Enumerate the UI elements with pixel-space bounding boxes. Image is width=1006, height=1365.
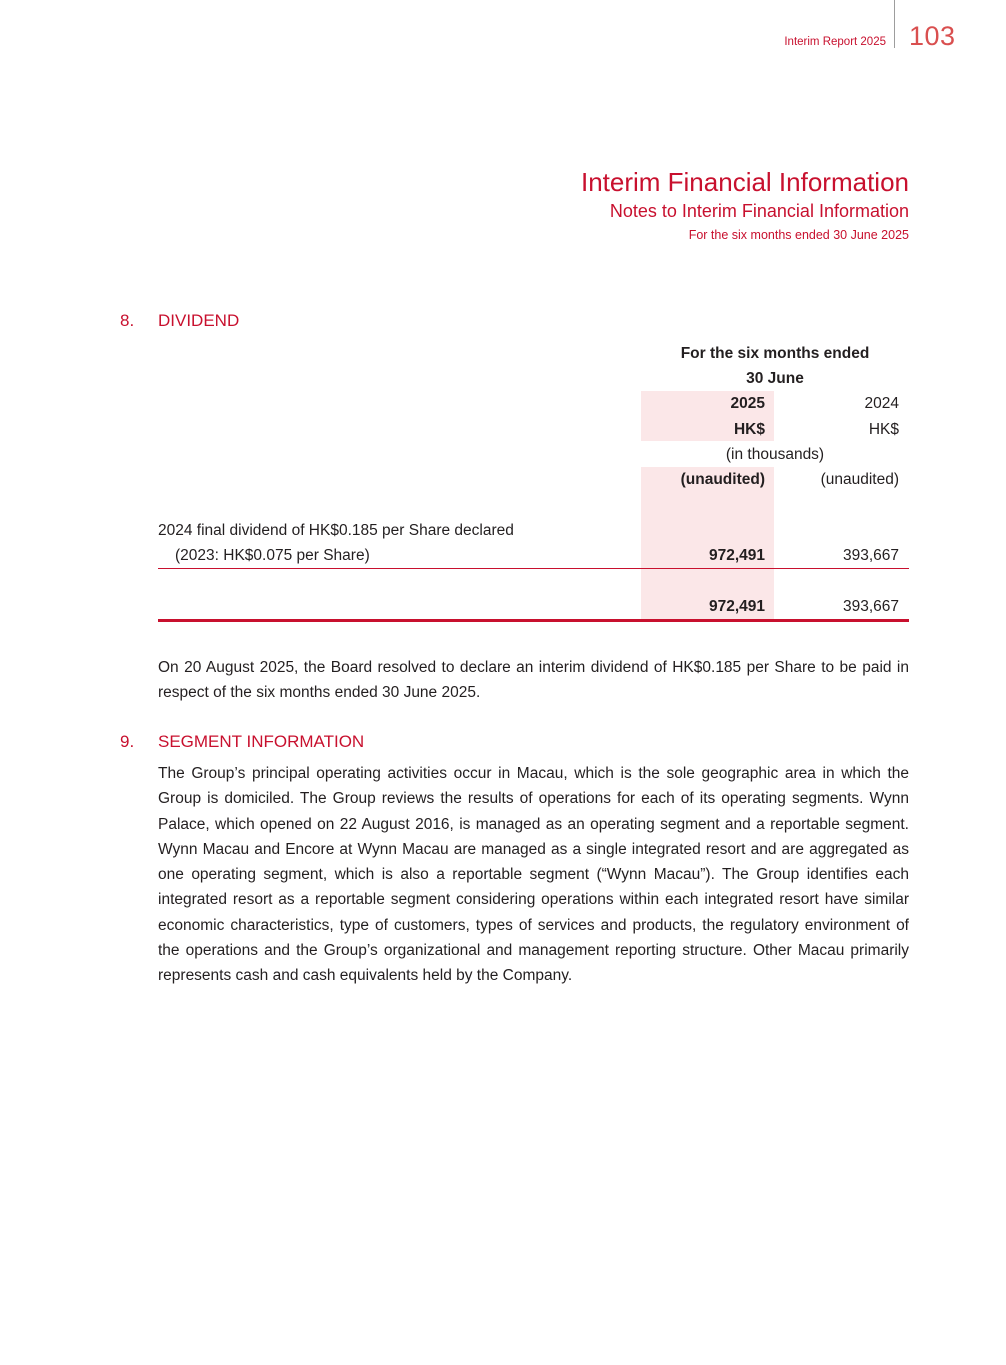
- row-value-2024: 393,667: [842, 547, 899, 564]
- section-8-title: DIVIDEND: [158, 311, 240, 330]
- section-8-number: 8.: [120, 311, 135, 330]
- report-label: Interim Report 2025: [784, 36, 886, 48]
- unit-label: (in thousands): [725, 446, 825, 463]
- col-2024-status: (unaudited): [820, 471, 899, 488]
- period-caption: For the six months ended 30 June 2025: [688, 228, 909, 242]
- page-subtitle: Notes to Interim Financial Information: [609, 201, 909, 221]
- section-9-title: SEGMENT INFORMATION: [158, 732, 365, 751]
- dividend-note: On 20 August 2025, the Board resolved to declare an interim dividend of HK$0.185 per Share to be paid in respect of the six months ended 30 June 2025.: [158, 659, 909, 702]
- col-2024-currency: HK$: [868, 421, 899, 438]
- title-block: [581, 166, 909, 246]
- period-header-line2: 30 June: [746, 370, 804, 387]
- row-label-line2: (2023: HK$0.075 per Share): [175, 547, 370, 564]
- total-value-2025: 972,491: [708, 598, 765, 615]
- col-2025-year: 2025: [730, 395, 765, 412]
- header-divider: [894, 0, 895, 48]
- total-value-2024: 393,667: [842, 598, 899, 615]
- row-label-line1: 2024 final dividend of HK$0.185 per Share declared: [158, 522, 514, 539]
- period-header-line1: For the six months ended: [680, 345, 870, 362]
- section-9-number: 9.: [120, 732, 135, 751]
- total-rule: [158, 619, 909, 622]
- col-2025-status: (unaudited): [680, 471, 765, 488]
- page-number: 103: [909, 21, 956, 51]
- col-2025-currency: HK$: [733, 421, 765, 438]
- row-value-2025: 972,491: [708, 547, 765, 564]
- page-title: Interim Financial Information: [580, 167, 909, 197]
- col-2024-year: 2024: [864, 395, 899, 412]
- segment-body: The Group’s principal operating activities occur in Macau, which is the sole geographic area in which the Group is domiciled. The Group reviews the results of operations for each of its operating segments. Wynn Palace, which opened on 22 August 2016, is managed as an operating segment and a reportable segment. Wynn Macau and Encore at Wynn Macau are managed as a single integrated resort and are aggregated as one operating segment, which is also a reportable segment (“Wynn Macau”). The Group identifies each integrated resort as a reportable segment considering operations within each integrated resort have similar economic characteristics, type of customers, types of services and products, the regulatory environment of the operations and the Group’s organizational and management reporting structure. Other Macau primarily represents cash and cash equivalents held by the Company.: [158, 765, 909, 985]
- row-divider: [158, 568, 909, 569]
